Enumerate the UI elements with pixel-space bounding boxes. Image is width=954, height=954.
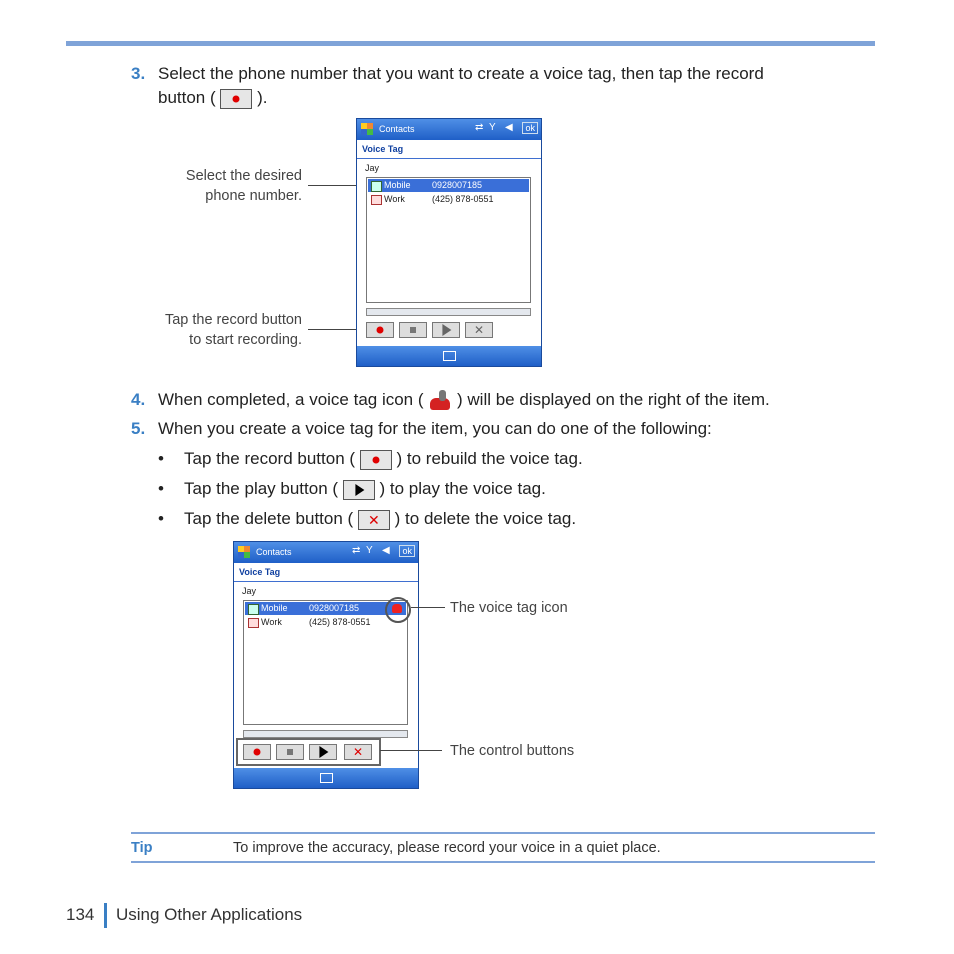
volume-icon[interactable]: ◀	[505, 122, 513, 133]
step-number: 3.	[131, 64, 146, 83]
bullet-item	[158, 507, 577, 530]
windows-start-icon[interactable]	[361, 123, 373, 135]
row-type: Work	[384, 194, 405, 204]
tip-top-rule	[131, 832, 875, 834]
record-button-icon	[360, 450, 392, 470]
bullet-mark: •	[158, 449, 164, 468]
step-text: Select the phone number that you want to create a voice tag, then tap the record	[158, 64, 764, 83]
step-number: 4.	[131, 390, 146, 409]
row-number: 0928007185	[432, 180, 483, 190]
callout-line: Select the desired	[185, 168, 302, 184]
delete-button[interactable]: ✕	[344, 744, 372, 760]
step-number: 5.	[131, 419, 146, 438]
row-number: (425) 878-0551	[432, 194, 494, 204]
signal-icon[interactable]: Y	[489, 122, 496, 133]
step-text: When you create a voice tag for the item, you can do one of the following:	[158, 419, 712, 438]
tip-bottom-rule	[131, 861, 875, 863]
connectivity-icon[interactable]: ⇄	[475, 122, 484, 133]
ok-button[interactable]: ok	[399, 545, 415, 557]
step-text-part: ).	[257, 88, 268, 107]
app-title: Contacts	[379, 124, 415, 134]
callout-voice-tag-icon: The voice tag icon	[450, 600, 568, 616]
keyboard-icon[interactable]	[320, 773, 333, 783]
stop-button[interactable]	[399, 322, 427, 338]
keyboard-icon[interactable]	[443, 351, 456, 361]
delete-button-icon: ✕	[358, 510, 390, 530]
bullet-text: Tap the record button (	[184, 449, 356, 468]
work-phone-icon	[248, 618, 259, 628]
play-button[interactable]	[432, 322, 460, 338]
step-text-line2	[158, 86, 268, 109]
number-list	[243, 600, 408, 725]
connectivity-icon[interactable]: ⇄	[352, 545, 361, 556]
row-number: (425) 878-0551	[309, 617, 371, 627]
subtitle: Voice Tag	[239, 567, 281, 577]
callout-tap-record	[120, 310, 302, 350]
step-text-part: When completed, a voice tag icon (	[158, 390, 424, 409]
record-button[interactable]	[366, 322, 394, 338]
row-type: Work	[261, 617, 282, 627]
work-phone-icon	[371, 195, 382, 205]
callout-leader-line	[380, 750, 442, 751]
title-bar	[234, 542, 418, 563]
step-text-part: button (	[158, 88, 216, 107]
mobile-phone-icon	[248, 604, 259, 615]
subtitle: Voice Tag	[362, 144, 404, 154]
tip-label: Tip	[131, 840, 153, 856]
number-list	[366, 177, 531, 303]
list-item[interactable]	[245, 616, 406, 629]
callout-select-number	[130, 166, 302, 206]
bottom-bar	[234, 768, 418, 788]
callout-leader-line	[411, 607, 445, 608]
row-type: Mobile	[261, 603, 288, 613]
bullet-text: ) to play the voice tag.	[379, 479, 546, 498]
bullet-mark: •	[158, 509, 164, 528]
voice-tag-icon	[428, 390, 452, 412]
voice-tag-highlight-circle	[385, 597, 411, 623]
bullet-text: ) to delete the voice tag.	[394, 509, 577, 528]
step-4	[131, 388, 891, 411]
bullet-text: ) to rebuild the voice tag.	[396, 449, 583, 468]
callout-line: phone number.	[205, 188, 302, 204]
app-title: Contacts	[256, 547, 292, 557]
callout-line: to start recording.	[189, 332, 302, 348]
row-number: 0928007185	[309, 603, 360, 613]
delete-button[interactable]: ✕	[465, 322, 493, 338]
callout-line: Tap the record button	[164, 312, 302, 328]
bullet-mark: •	[158, 479, 164, 498]
top-rule	[66, 41, 875, 46]
bullet-item	[158, 477, 546, 500]
step-5	[131, 417, 891, 440]
subtitle-bar	[357, 140, 541, 159]
page-number: 134	[66, 905, 95, 924]
list-item[interactable]	[245, 602, 406, 615]
callout-control-buttons: The control buttons	[450, 743, 575, 759]
subtitle-bar	[234, 563, 418, 582]
tip-text: To improve the accuracy, please record your voice in a quiet place.	[233, 840, 661, 856]
bullet-text: Tap the delete button (	[184, 509, 354, 528]
phone-screen-1	[356, 118, 542, 367]
step-text-part: ) will be displayed on the right of the item.	[457, 390, 770, 409]
section-title: Using Other Applications	[116, 905, 303, 924]
mobile-phone-icon	[371, 181, 382, 192]
row-type: Mobile	[384, 180, 411, 190]
title-bar	[357, 119, 541, 140]
footer-divider	[104, 903, 107, 928]
progress-bar	[366, 308, 531, 316]
progress-bar	[243, 730, 408, 738]
contact-name: Jay	[242, 586, 257, 596]
volume-icon[interactable]: ◀	[382, 545, 390, 556]
step-text	[158, 388, 770, 412]
record-button-icon	[220, 89, 252, 109]
list-item[interactable]	[368, 193, 529, 206]
bullet-text: Tap the play button (	[184, 479, 339, 498]
signal-icon[interactable]: Y	[366, 545, 373, 556]
list-item[interactable]	[368, 179, 529, 192]
play-button-icon	[343, 480, 375, 500]
step-3	[131, 62, 851, 107]
control-buttons-highlight	[236, 738, 381, 766]
bottom-bar	[357, 346, 541, 366]
bullet-item	[158, 447, 583, 470]
ok-button[interactable]: ok	[522, 122, 538, 134]
contact-name: Jay	[365, 163, 380, 173]
windows-start-icon[interactable]	[238, 546, 250, 558]
